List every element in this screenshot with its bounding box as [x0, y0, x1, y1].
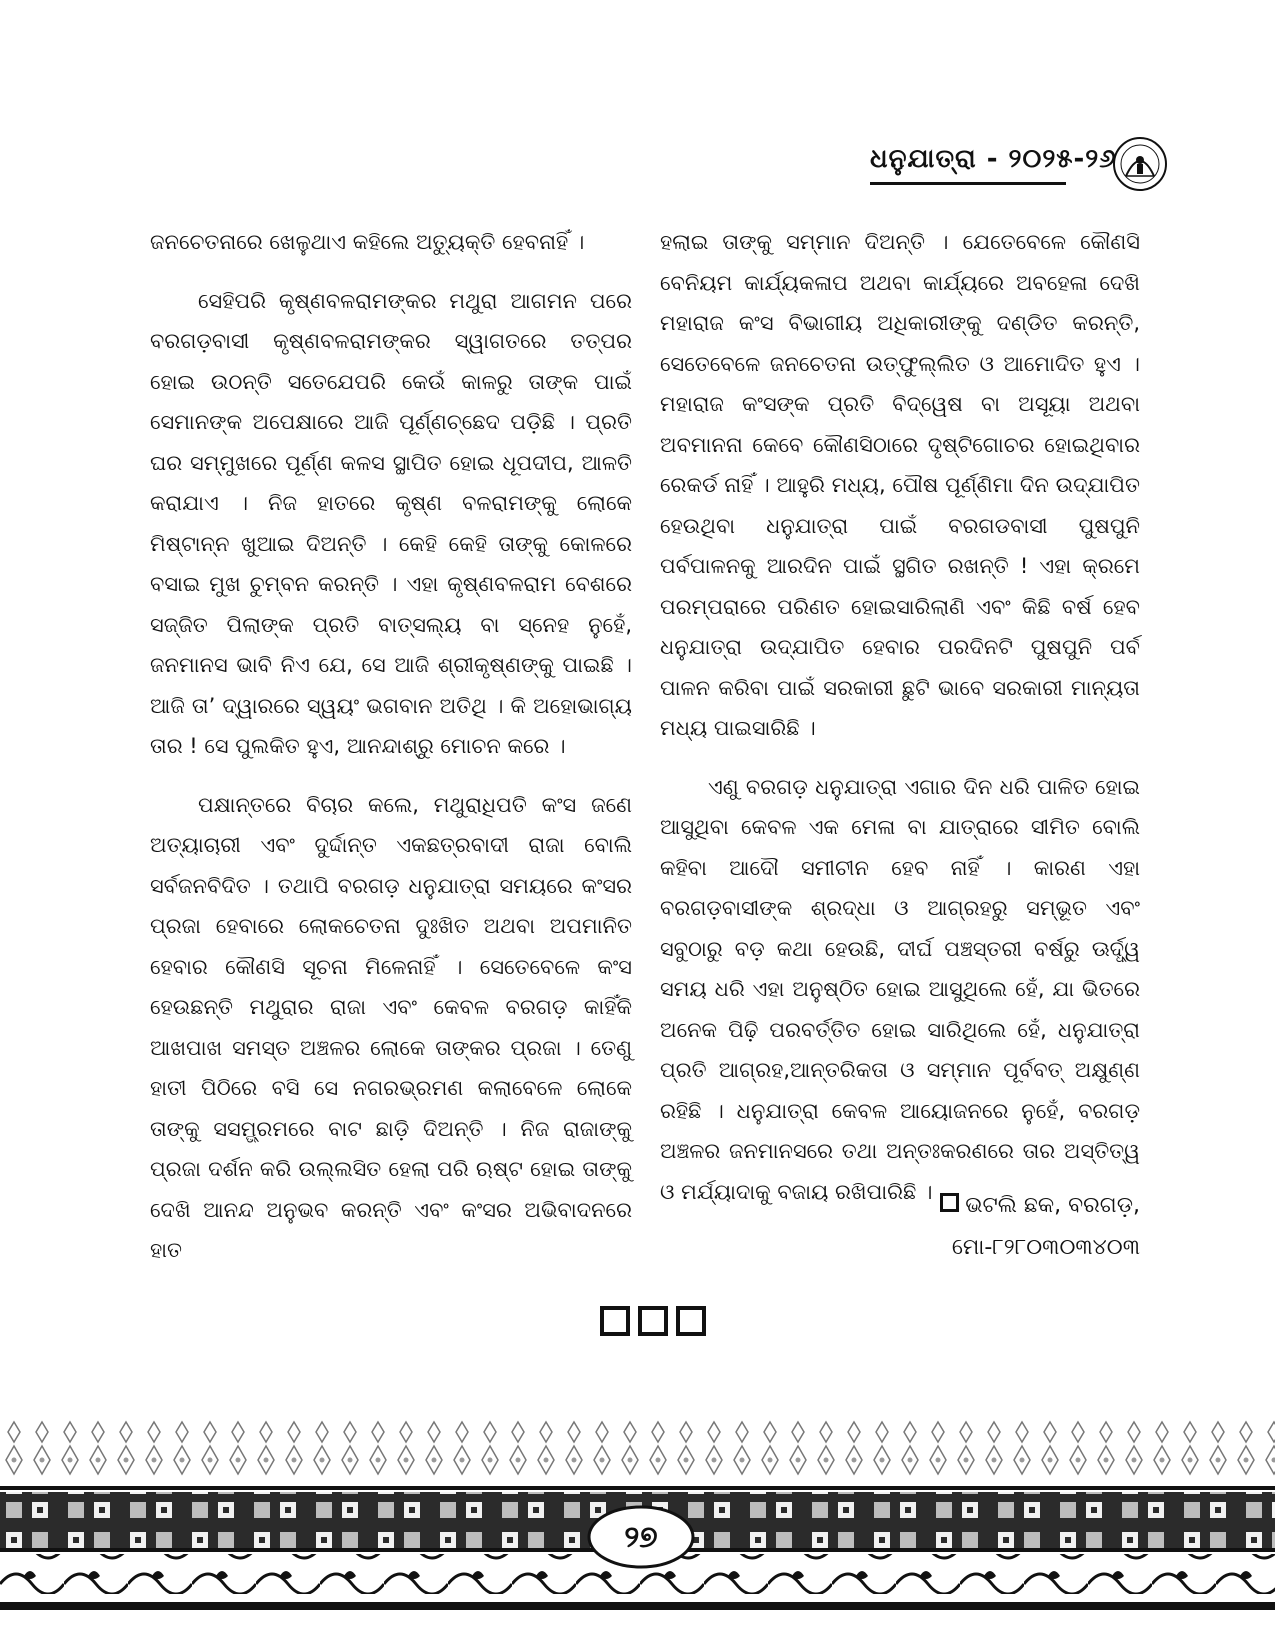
left-paragraph-1: ଜନଚେତନାରେ ଖେଳୁଥାଏ କହିଲେ ଅତ୍ୟୁକ୍ତି ହେବନାହିଁ । [150, 230, 585, 254]
left-paragraph-2: ସେହିପରି କୃଷ୍ଣବଳରାମଙ୍କର ମଥୁରା ଆଗମନ ପରେ ବରଗଡ଼ବାସୀ କୃଷ୍ଣବଳରାମଙ୍କର ସ୍ୱାଗତରେ ତତ୍ପର ହୋଇ ଉଠନ୍ତି ସତେଯେପରି କେଉଁ କାଳରୁ ତାଙ୍କ ପାଇଁ ସେମାନଙ୍କ ଅପେକ୍ଷାରେ ଆଜି ପୂର୍ଣ୍ଣଚ୍ଛେଦ ପଡ଼ିଛି । ପ୍ରତି ଘର ସମ୍ମୁଖରେ ପୂର୍ଣ୍ଣ କଳସ ସ୍ଥାପିତ ହୋଇ ଧୂପଦୀପ, ଆଳତି କରାଯାଏ । ନିଜ ହାତରେ କୃଷ୍ଣ ବଳରାମଙ୍କୁ ଲୋକେ ମିଷ୍ଟାନ୍ନ ଖୁଆଇ ଦିଅନ୍ତି । କେହି କେହି ତାଙ୍କୁ କୋଳରେ ବସାଇ ମୁଖ ଚୁମ୍ବନ କରନ୍ତି । ଏହା କୃଷ୍ଣବଳରାମ ବେଶରେ ସଜ୍ଜିତ ପିଲାଙ୍କ ପ୍ରତି ବାତ୍ସଲ୍ୟ ବା ସ୍ନେହ ନୁହେଁ, ଜନମାନସ ଭାବି ନିଏ ଯେ, ସେ ଆଜି ଶ୍ରୀକୃଷ୍ଣଙ୍କୁ ପାଇଛି । ଆଜି ତା’ ଦ୍ୱାରରେ ସ୍ୱୟଂ ଭଗବାନ ଅତିଥି । କି ଅହୋଭାଗ୍ୟ ତାର ! ସେ ପୁଲକିତ ହୁଏ, ଆନନ୍ଦାଶ୍ରୁ ମୋଚନ କରେ । [150, 288, 632, 758]
end-of-article-marks [600, 1306, 706, 1336]
right-paragraph-1: ହଲାଇ ତାଙ୍କୁ ସମ୍ମାନ ଦିଅନ୍ତି । ଯେତେବେଳେ କୌଣସି ବେନିୟମ କାର୍ଯ୍ୟକଳାପ ଅଥବା କାର୍ଯ୍ୟରେ ଅବହେଳା ଦେଖି ମହାରାଜ କଂସ ବିଭାଗୀୟ ଅଧିକାରୀଙ୍କୁ ଦଣ୍ଡିତ କରନ୍ତି, ସେତେବେଳେ ଜନଚେତନା ଉତ୍‌ଫୁଲ୍ଲିତ ଓ ଆମୋଦିତ ହୁଏ । ମହାରାଜ କଂସଙ୍କ ପ୍ରତି ବିଦ୍ୱେଷ ବା ଅସୂୟା ଅଥବା ଅବମାନନା କେବେ କୌଣସିଠାରେ ଦୃଷ୍ଟିଗୋଚର ହୋଇଥିବାର ରେକର୍ଡ ନାହିଁ । ଆହୁରି ମଧ୍ୟ, ପୌଷ ପୂର୍ଣ୍ଣିମା ଦିନ ଉଦ୍‌ଯାପିତ ହେଉଥିବା ଧନୁଯାତ୍ରା ପାଇଁ ବରଗଡବାସୀ ପୁଷପୁନି ପର୍ବପାଳନକୁ ଆରଦିନ ପାଇଁ ସ୍ଥଗିତ ରଖନ୍ତି ! ଏହା କ୍ରମେ ପରମ୍ପରାରେ ପରିଣତ ହୋଇସାରିଲାଣି ଏବଂ କିଛି ବର୍ଷ ହେବ ଧନୁଯାତ୍ରା ଉଦ୍‌ଯାପିତ ହେବାର ପରଦିନଟି ପୁଷପୁନି ପର୍ବ ପାଳନ କରିବା ପାଇଁ ସରକାରୀ ଛୁଟି ଭାବେ ସରକାରୀ ମାନ୍ୟତା ମଧ୍ୟ ପାଇସାରିଛି । [660, 230, 1140, 740]
festival-emblem-icon [1112, 136, 1168, 192]
end-square-icon [638, 1306, 668, 1336]
right-column [660, 222, 1140, 1212]
page-header [870, 136, 1200, 196]
end-square-icon [600, 1306, 630, 1336]
square-bullet-icon [940, 1193, 959, 1212]
page-number: ୨୭ [624, 1520, 658, 1555]
left-column [150, 222, 632, 1271]
author-signature [850, 1185, 1140, 1269]
author-phone: ମୋ-୮୨୮୦୩୦୩୪୦୩ [951, 1235, 1140, 1260]
magazine-title: ଧନୁଯାତ୍ରା - ୨୦୨୫-୨୬ [870, 144, 1117, 174]
right-paragraph-2: ଏଣୁ ବରଗଡ଼ ଧନୁଯାତ୍ରା ଏଗାର ଦିନ ଧରି ପାଳିତ ହୋଇ ଆସୁଥିବା କେବଳ ଏକ ମେଳା ବା ଯାତ୍ରାରେ ସୀମିତ ବୋଲି କହିବା ଆଦୌ ସମୀଚୀନ ହେବ ନାହିଁ । କାରଣ ଏହା ବରଗଡ଼ବାସୀଙ୍କ ଶ୍ରଦ୍ଧା ଓ ଆଗ୍ରହରୁ ସମ୍ଭୂତ ଏବଂ ସବୁଠାରୁ ବଡ଼ କଥା ହେଉଛି, ଦୀର୍ଘ ପଞ୍ଚସ୍ତରୀ ବର୍ଷରୁ ଊର୍ଦ୍ଧ୍ୱ ସମୟ ଧରି ଏହା ଅନୁଷ୍ଠିତ ହୋଇ ଆସୁଥିଲେ ହେଁ, ଯା ଭିତରେ ଅନେକ ପିଢ଼ି ପରବର୍ତ୍ତିତ ହୋଇ ସାରିଥିଲେ ହେଁ, ଧନୁଯାତ୍ରା ପ୍ରତି ଆଗ୍ରହ,ଆନ୍ତରିକତା ଓ ସମ୍ମାନ ପୂର୍ବବତ୍ ଅକ୍ଷୁଣ୍ଣ ରହିଛି । ଧନୁଯାତ୍ରା କେବଳ ଆୟୋଜନରେ ନୁହେଁ, ବରଗଡ଼ ଅଞ୍ଚଳର ଜନମାନସରେ ତଥା ଅନ୍ତଃକରଣରେ ତାର ଅସ୍ତିତ୍ୱ ଓ ମର୍ଯ୍ୟାଦାକୁ ବଜାୟ ରଖିପାରିଛି । [660, 774, 1140, 1204]
header-rule [870, 182, 1066, 185]
left-paragraph-3: ପକ୍ଷାନ୍ତରେ ବିଚାର କଲେ, ମଥୁରାଧିପତି କଂସ ଜଣେ ଅତ୍ୟାଚାରୀ ଏବଂ ଦୁର୍ଦ୍ଦାନ୍ତ ଏକଛତ୍ରବାଦୀ ରାଜା ବୋଲି ସର୍ବଜନବିଦିତ । ତଥାପି ବରଗଡ଼ ଧନୁଯାତ୍ରା ସମୟରେ କଂସର ପ୍ରଜା ହେବାରେ ଲୋକଚେତନା ଦୁଃଖିତ ଅଥବା ଅପମାନିତ ହେବାର କୌଣସି ସୂଚନା ମିଳେନାହିଁ । ସେତେବେଳେ କଂସ ହେଉଛନ୍ତି ମଥୁରାର ରାଜା ଏବଂ କେବଳ ବରଗଡ଼ କାହିଁକି ଆଖପାଖ ସମସ୍ତ ଅଞ୍ଚଳର ଲୋକେ ତାଙ୍କର ପ୍ରଜା । ତେଣୁ ହାତୀ ପିଠିରେ ବସି ସେ ନଗରଭ୍ରମଣ କଲାବେଳେ ଲୋକେ ତାଙ୍କୁ ସସମ୍ଭ୍ରମରେ ବାଟ ଛାଡ଼ି ଦିଅନ୍ତି । ନିଜ ରାଜାଙ୍କୁ ପ୍ରଜା ଦର୍ଶନ କରି ଉଲ୍ଲସିତ ହେଲା ପରି ଋଷ୍ଟ ହୋଇ ତାଙ୍କୁ ଦେଖି ଆନନ୍ଦ ଅନୁଭବ କରନ୍ତି ଏବଂ କଂସର ଅଭିବାଦନରେ ହାତ [150, 792, 632, 1262]
author-address: ଭଟଲି ଛକ, ବରଗଡ଼, [965, 1193, 1140, 1218]
end-square-icon [676, 1306, 706, 1336]
